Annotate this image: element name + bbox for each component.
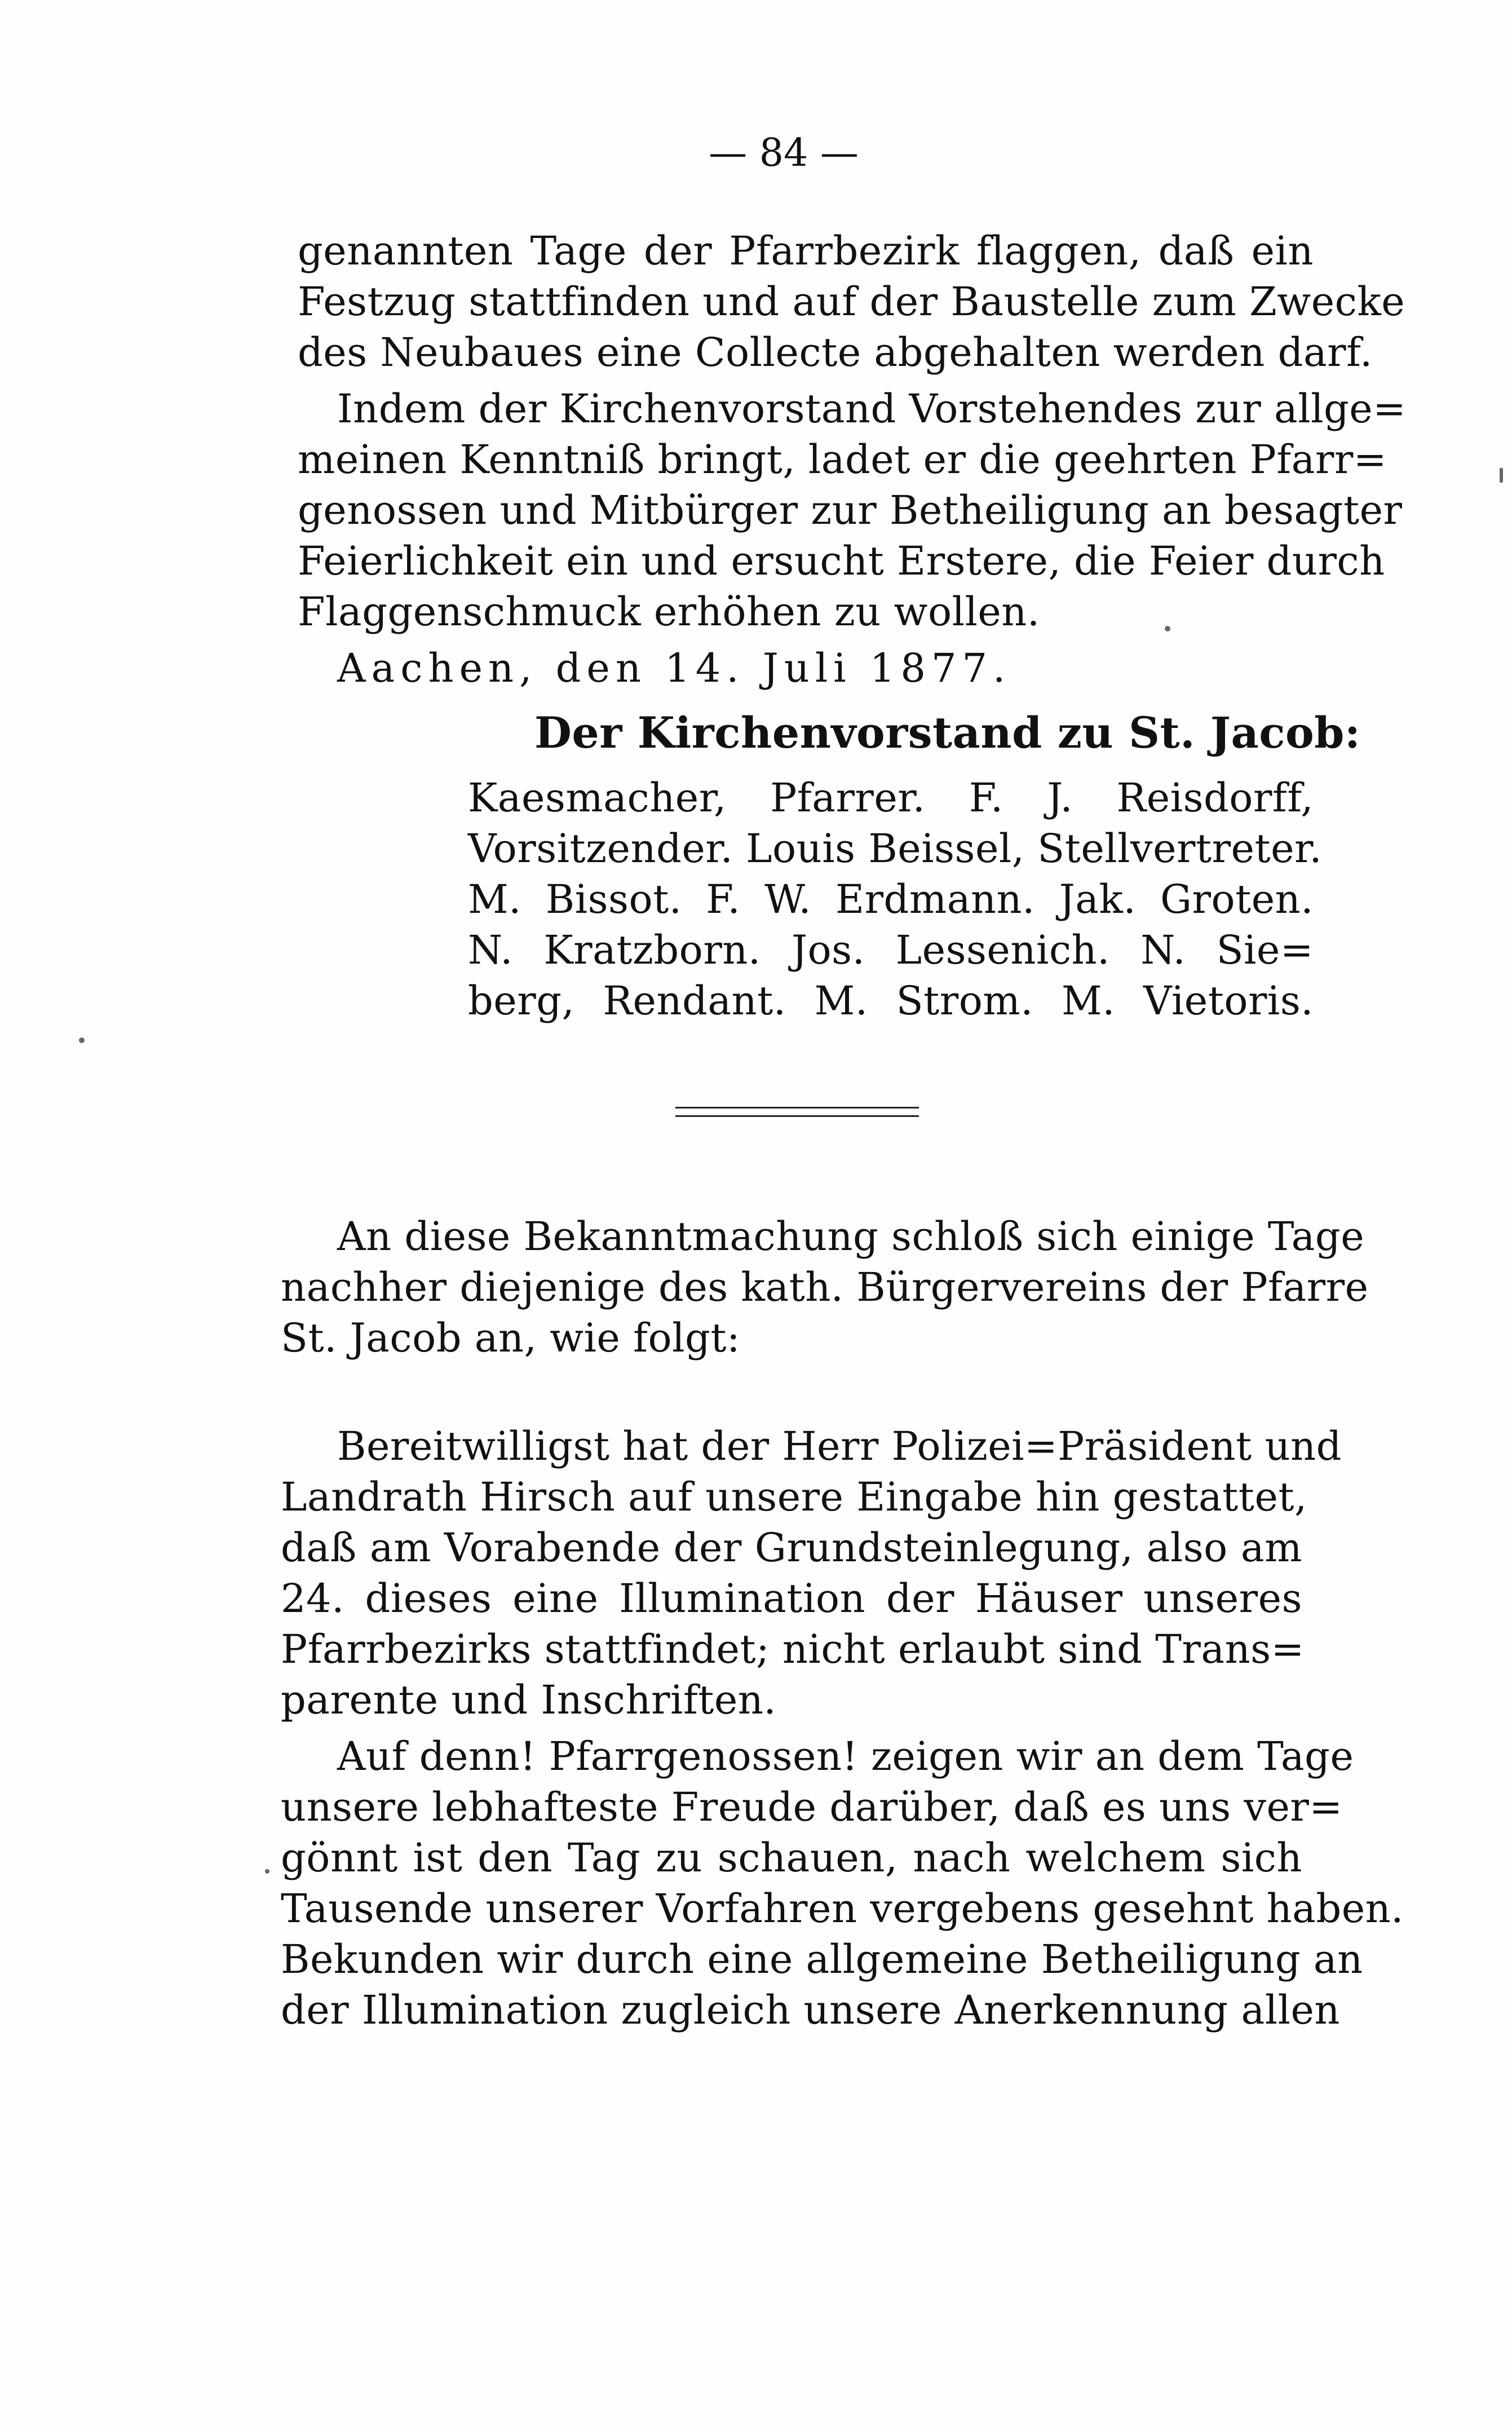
- dateline: Aachen, den 14. Juli 1877.: [337, 645, 1011, 691]
- text-line: An diese Bekanntmachung schloß sich einige Tage: [337, 1213, 1365, 1260]
- scan-speck: [79, 1037, 85, 1043]
- scan-speck: [1500, 468, 1503, 483]
- page-number: — 84 —: [709, 131, 859, 175]
- text-line: Flaggenschmuck erhöhen zu wollen.: [298, 589, 1040, 635]
- text-line: meinen Kenntniß bringt, ladet er die geehrten Pfarr=: [298, 436, 1387, 483]
- text-line: parente und Inschriften.: [281, 1677, 777, 1723]
- text-line: unsere lebhafteste Freude darüber, daß es uns ver=: [281, 1784, 1343, 1830]
- text-line: 24. dieses eine Illumination der Häuser unseres: [281, 1575, 1302, 1622]
- text-line: des Neubaues eine Collecte abgehalten werden darf.: [298, 329, 1373, 376]
- text-line: Bekunden wir durch eine allgemeine Betheiligung an: [281, 1936, 1363, 1982]
- text-line: genannten Tage der Pfarrbezirk flaggen, daß ein: [298, 228, 1314, 274]
- text-line: Pfarrbezirks stattfindet; nicht erlaubt sind Trans=: [281, 1626, 1305, 1672]
- text-line: gönnt ist den Tag zu schauen, nach welchem sich: [281, 1835, 1302, 1881]
- signature-line: N. Kratzborn. Jos. Lessenich. N. Sie=: [468, 927, 1314, 973]
- text-line: nachher diejenige des kath. Bürgervereins der Pfarre: [281, 1264, 1369, 1310]
- text-line: Indem der Kirchenvorstand Vorstehendes zur allge=: [337, 386, 1407, 432]
- text-line: Auf denn! Pfarrgenossen! zeigen wir an dem Tage: [337, 1733, 1354, 1779]
- scan-speck: [1165, 626, 1170, 631]
- section-divider-bottom: [675, 1115, 919, 1117]
- text-line: St. Jacob an, wie folgt:: [281, 1315, 741, 1361]
- text-line: daß am Vorabende der Grundsteinlegung, also am: [281, 1525, 1302, 1571]
- text-line: der Illumination zugleich unsere Anerkennung allen: [281, 1987, 1340, 2033]
- signature-line: Vorsitzender. Louis Beissel, Stellvertreter.: [468, 825, 1323, 872]
- signature-line: berg, Rendant. M. Strom. M. Vietoris.: [468, 978, 1314, 1024]
- text-line: Festzug stattfinden und auf der Baustelle zum Zwecke: [298, 279, 1405, 325]
- section-divider-top: [675, 1107, 919, 1108]
- scan-speck: [265, 1869, 269, 1874]
- signature-line: M. Bissot. F. W. Erdmann. Jak. Groten.: [468, 876, 1314, 922]
- signature-line: Kaesmacher, Pfarrer. F. J. Reisdorff,: [468, 775, 1314, 821]
- text-line: Landrath Hirsch auf unsere Eingabe hin gestattet,: [281, 1474, 1307, 1520]
- text-line: Tausende unserer Vorfahren vergebens gesehnt haben.: [281, 1885, 1404, 1932]
- text-line: Bereitwilligst hat der Herr Polizei=Präsident und: [337, 1423, 1342, 1469]
- text-line: Feierlichkeit ein und ersucht Erstere, die Feier durch: [298, 538, 1385, 584]
- signature-heading: Der Kirchenvorstand zu St. Jacob:: [534, 708, 1361, 758]
- text-line: genossen und Mitbürger zur Betheiligung an besagter: [298, 487, 1403, 533]
